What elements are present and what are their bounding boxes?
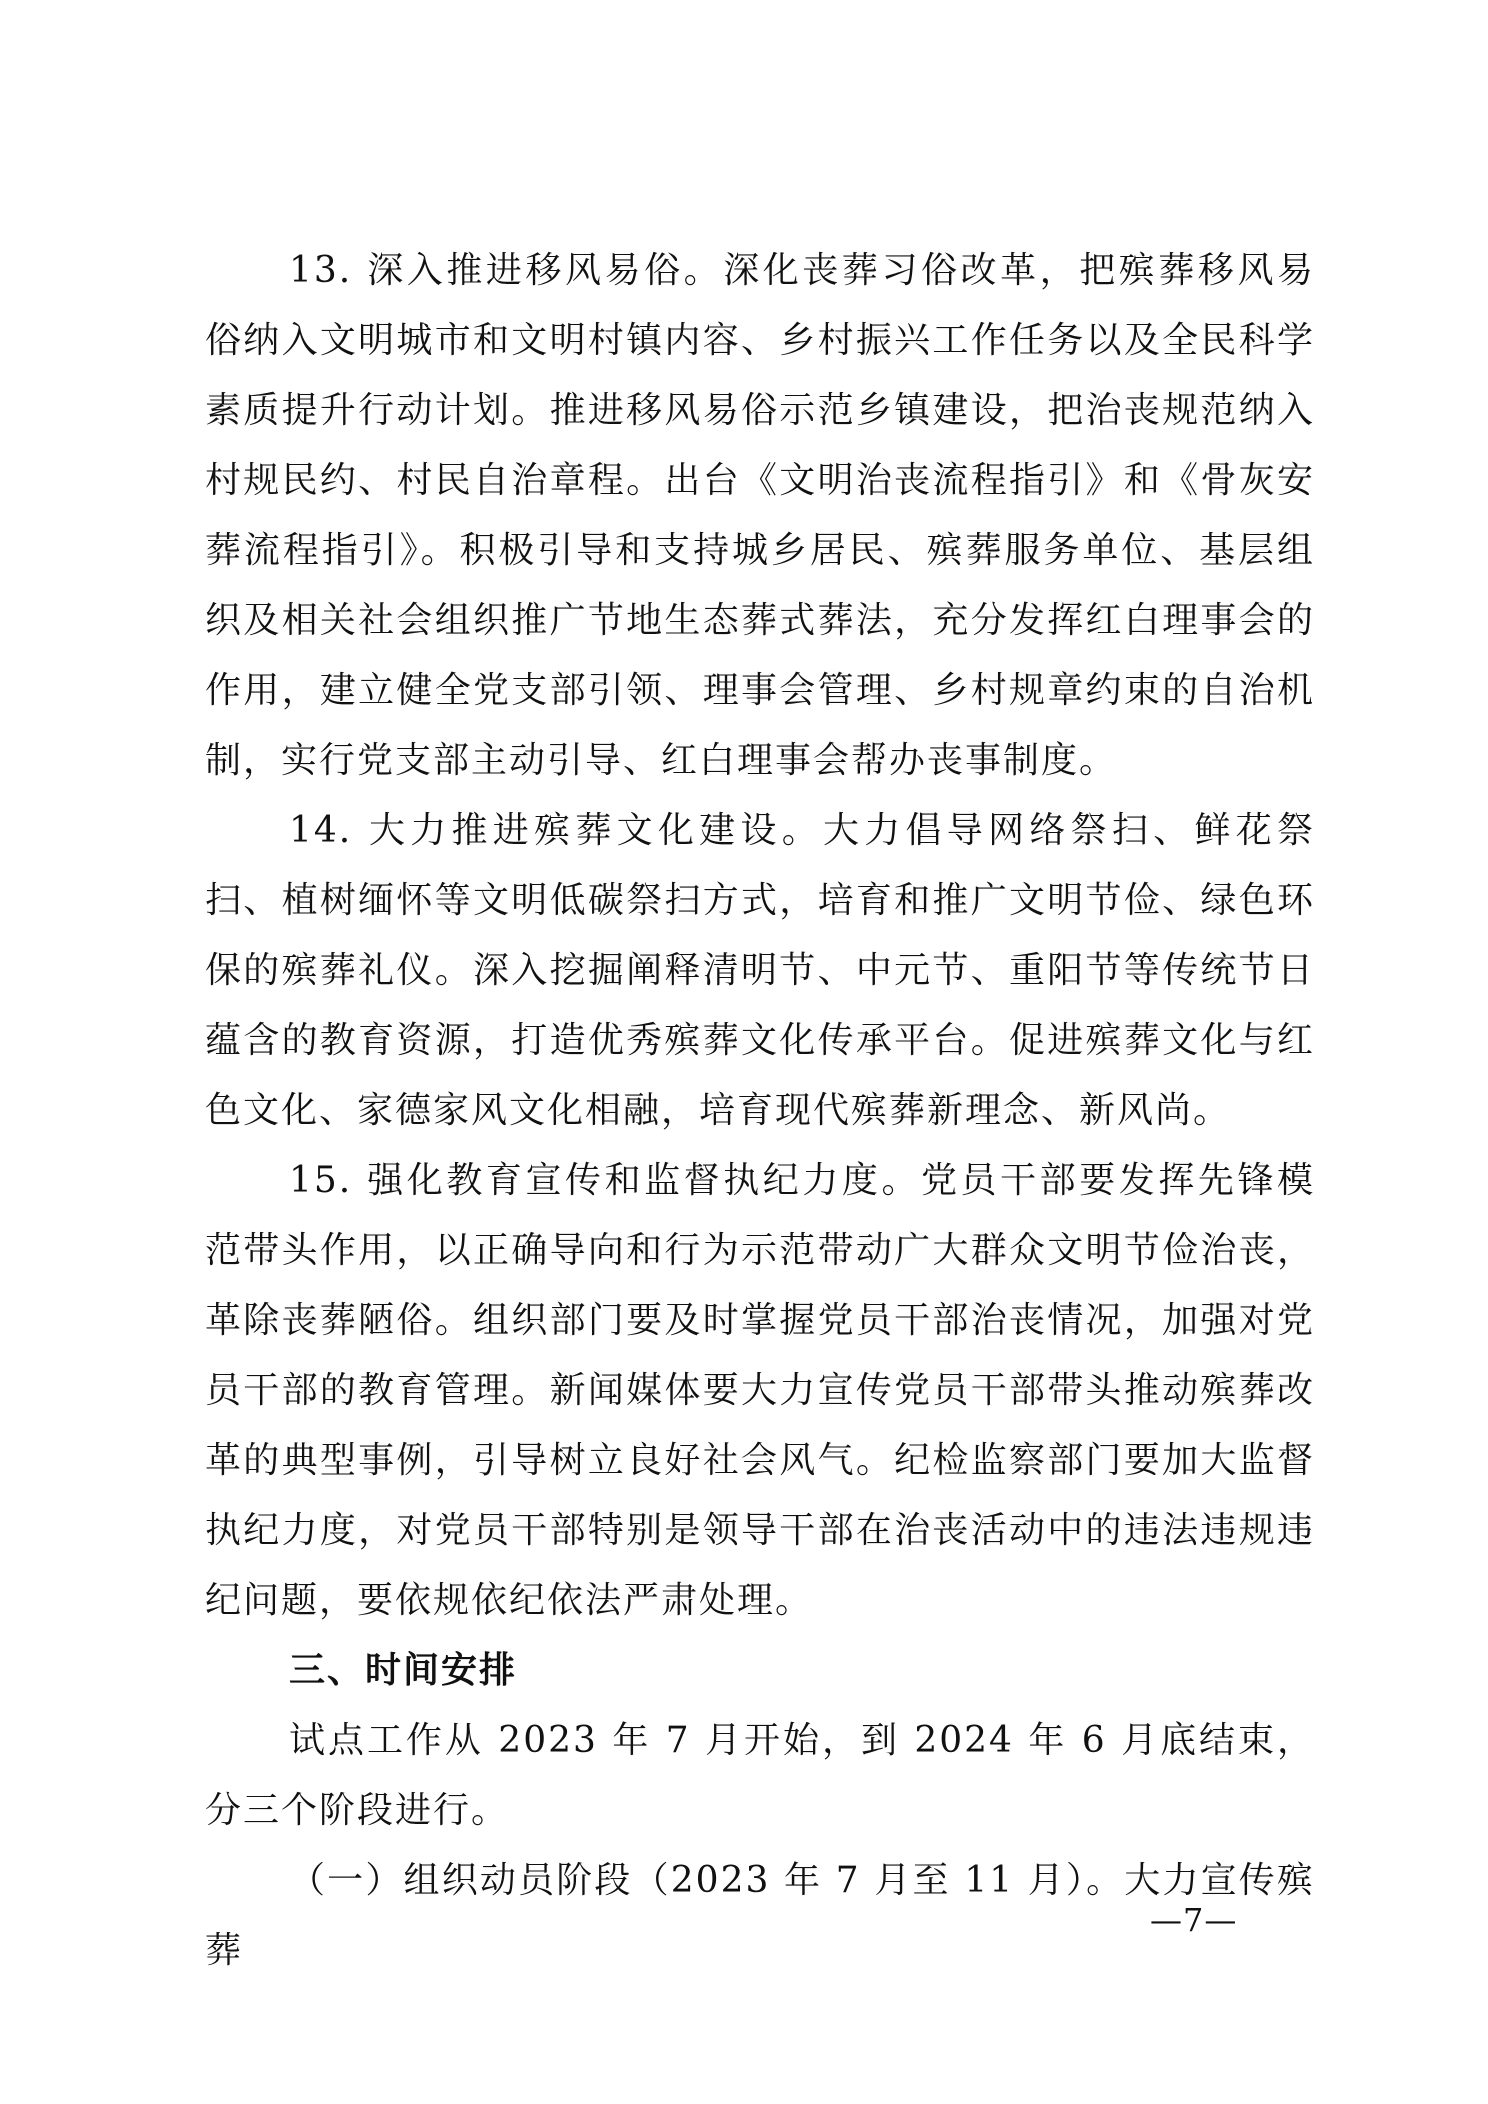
section-heading-schedule: 三、时间安排 xyxy=(289,1650,518,1691)
page-number: —7— xyxy=(1150,1901,1238,1939)
stage-one-paragraph: （一）组织动员阶段（2023 年 7 月至 11 月）。大力宣传殡葬 xyxy=(205,1860,1315,1971)
schedule-paragraph: 试点工作从 2023 年 7 月开始，到 2024 年 6 月底结束，分三个阶段进行。 xyxy=(205,1720,1315,1831)
paragraph-13-promote-customs-reform: 13. 深入推进移风易俗。深化丧葬习俗改革，把殡葬移风易俗纳入文明城市和文明村镇内容、乡村振兴工作任务以及全民科学素质提升行动计划。推进移风易俗示范乡镇建设，把治丧规范纳入村规民约、村民自治章程。出台《文明治丧流程指引》和《骨灰安葬流程指引》。积极引导和支持城乡居民、殡葬服务单位、基层组织及相关社会组织推广节地生态葬式葬法，充分发挥红白理事会的作用，建立健全党支部引领、理事会管理、乡村规章约束的自治机制，实行党支部主动引导、红白理事会帮办丧事制度。 xyxy=(205,250,1315,781)
paragraph-14-funeral-culture: 14. 大力推进殡葬文化建设。大力倡导网络祭扫、鲜花祭扫、植树缅怀等文明低碳祭扫方式，培育和推广文明节俭、绿色环保的殡葬礼仪。深入挖掘阐释清明节、中元节、重阳节等传统节日蕴含的教育资源，打造优秀殡葬文化传承平台。促进殡葬文化与红色文化、家德家风文化相融，培育现代殡葬新理念、新风尚。 xyxy=(205,810,1315,1131)
document-body xyxy=(205,236,1315,1986)
paragraph-15-education-supervision: 15. 强化教育宣传和监督执纪力度。党员干部要发挥先锋模范带头作用，以正确导向和行为示范带动广大群众文明节俭治丧，革除丧葬陋俗。组织部门要及时掌握党员干部治丧情况，加强对党员干部的教育管理。新闻媒体要大力宣传党员干部带头推动殡葬改革的典型事例，引导树立良好社会风气。纪检监察部门要加大监督执纪力度，对党员干部特别是领导干部在治丧活动中的违法违规违纪问题，要依规依纪依法严肃处理。 xyxy=(205,1160,1315,1621)
